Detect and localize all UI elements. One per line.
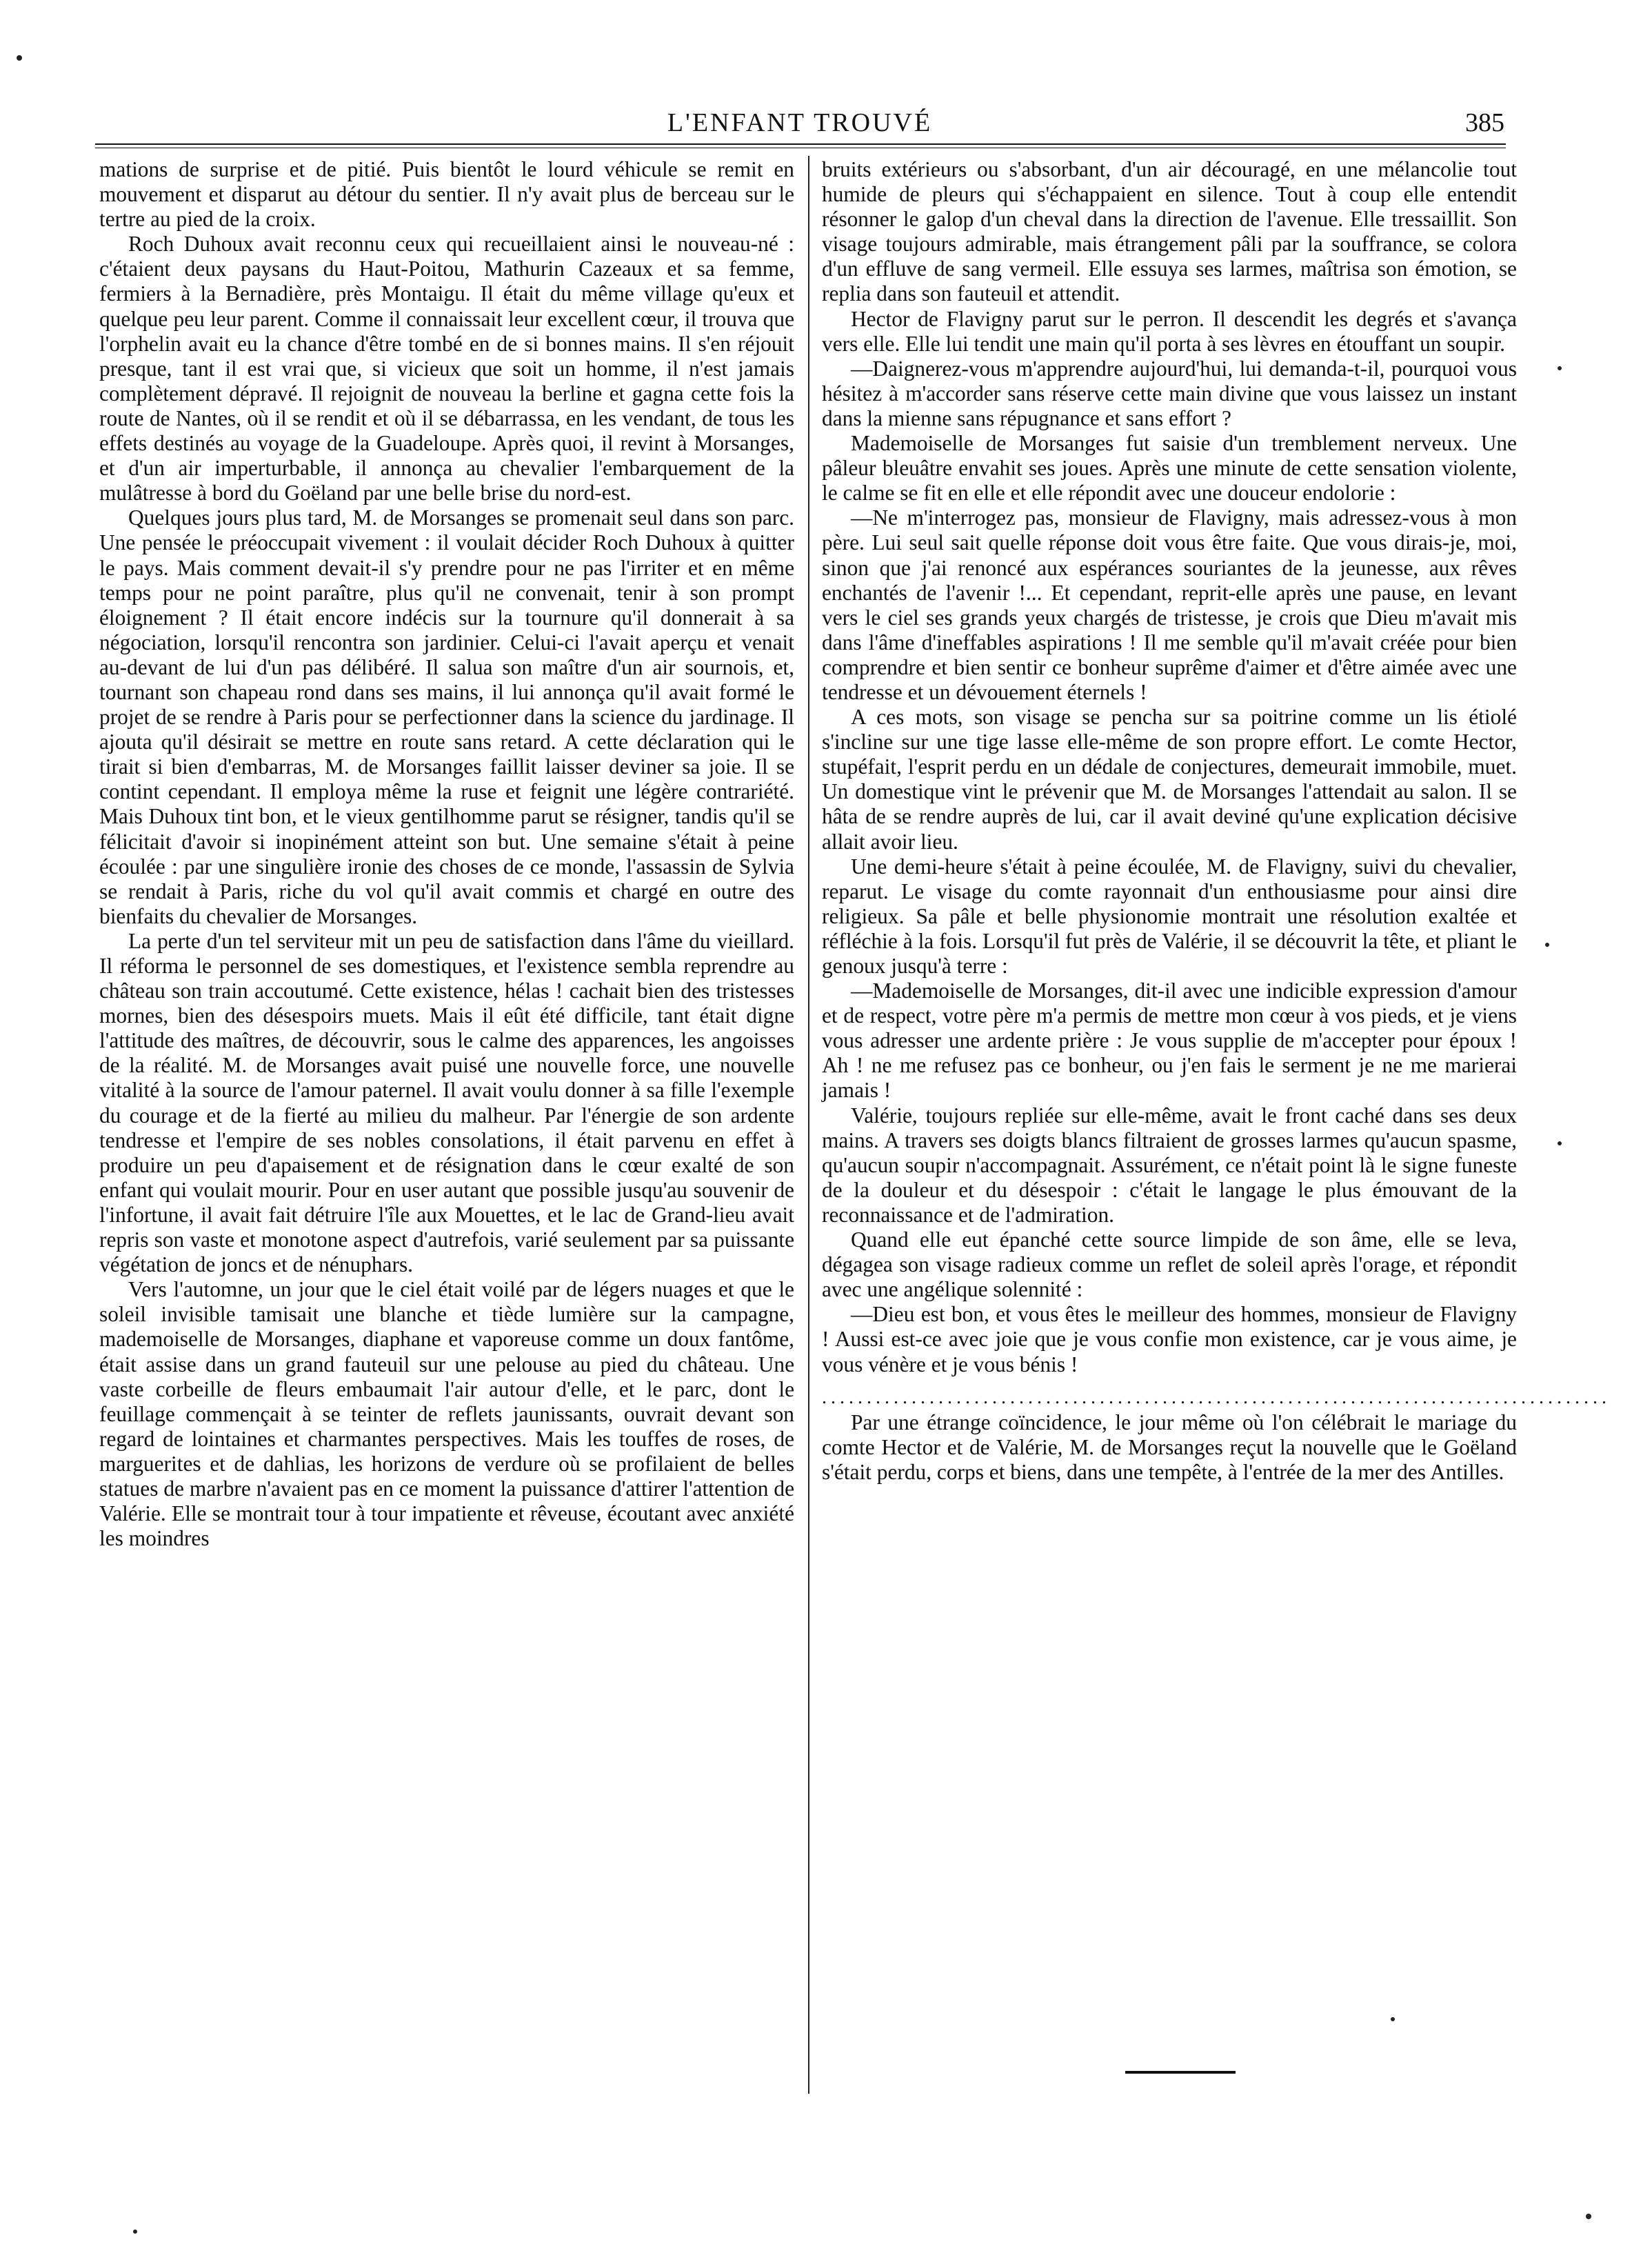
paragraph: Mademoiselle de Morsanges fut saisie d'un tremblement nerveux. Une pâleur bleuâtre envahit ses joues. Après une minute de cette sensation violente, le calme se fit en elle et elle répondit avec une douceur endolorie : [822,431,1517,505]
paragraph: Quelques jours plus tard, M. de Morsanges se promenait seul dans son parc. Une pensée le préoccupait vivement : il voulait décider Roch Duhoux à quitter le pays. Mais comment devait-il s'y prendre pour ne pas l'irriter et en même temps pour ne point paraître, plus qu'il ne convenait, tenir à son prompt éloignement ? Il était encore indécis sur la tournure qu'il donnerait à sa négociation, lorsqu'il rencontra son jardinier. Celui-ci l'avait aperçu et venait au-devant de lui d'un pas délibéré. Il salua son maître d'un air sournois, et, tournant son chapeau rond dans ses mains, il lui annonça qu'il avait formé le projet de se rendre à Paris pour se perfectionner dans la science du jardinage. Il ajouta qu'il désirait se mettre en route sans retard. A cette déclaration qui le tirait si bien d'embarras, M. de Morsanges faillit laisser deviner sa joie. Il se contint cependant. Il employa même la ruse et feignit une légère contrariété. Mais Duhoux tint bon, et le vieux gentilhomme parut se résigner, tandis qu'il se félicitait d'avoir si inopinément atteint son but. Une semaine s'était à peine écoulée : par une singulière ironie des choses de ce monde, l'assassin de Sylvia se rendait à Paris, riche du vol qu'il avait commis et chargé en outre des bienfaits du chevalier de Morsanges. [99,505,794,928]
paragraph: Une demi-heure s'était à peine écoulée, M. de Flavigny, suivi du chevalier, reparut. Le visage du comte rayonnait d'un enthousiasme pour ainsi dire religieux. Sa pâle et belle physionomie montrait une résolution exaltée et réfléchie à la fois. Lorsqu'il fut près de Valérie, il se découvrit la tête, et pliant le genoux jusqu'à terre : [822,854,1517,978]
paragraph: —Dieu est bon, et vous êtes le meilleur des hommes, monsieur de Flavigny ! Aussi est-ce avec joie que je vous confie mon existence, car je vous aime, je vous vénère et je vous bénis ! [822,1302,1517,1376]
paragraph: Vers l'automne, un jour que le ciel était voilé par de légers nuages et que le soleil invisible tamisait une blanche et tiède lumière sur la campagne, mademoiselle de Morsanges, diaphane et vaporeuse comme un doux fantôme, était assise dans un grand fauteuil sur une pelouse au pied du château. Une vaste corbeille de fleurs embaumait l'air autour d'elle, et le parc, dont le feuillage commençait à se teinter de reflets jaunissants, ouvrait devant son regard de lointaines et charmantes perspectives. Mais les touffes de roses, de marguerites et de dahlias, les horizons de verdure où se profilaient de belles statues de marbre n'avaient pas en ce moment la puissance d'attirer l'attention de Valérie. Elle se montrait tour à tour impatiente et rêveuse, écoutant avec anxiété les moindres [99,1277,794,1551]
end-rule [1125,2071,1236,2074]
paragraph: bruits extérieurs ou s'absorbant, d'un air découragé, en une mélancolie tout humide de pleurs qui s'échappaient en silence. Tout à coup elle entendit résonner le galop d'un cheval dans la direction de l'avenue. Elle tressaillit. Son visage toujours admirable, mais étrangement pâli par la souffrance, se colora d'un effluve de sang vermeil. Elle essuya ses larmes, maîtrisa son émotion, se replia dans son fauteuil et attendit. [822,157,1517,306]
paragraph: —Mademoiselle de Morsanges, dit-il avec une indicible expression d'amour et de respect, votre père m'a permis de mettre mon cœur à vos pieds, et je viens vous adresser une ardente prière : Je vous supplie de m'accepter pour époux ! Ah ! ne me refusez pas ce bonheur, ou j'en fais le serment je ne me marierai jamais ! [822,979,1517,1103]
page-number: 385 [1465,108,1504,137]
paragraph: A ces mots, son visage se pencha sur sa poitrine comme un lis étiolé s'incline sur une tige lasse elle-même de son propre effort. Le comte Hector, stupéfait, l'esprit perdu en un dédale de conjectures, demeurait immobile, muet. Un domestique vint le prévenir que M. de Morsanges l'attendait au salon. Il se hâta de se rendre auprès de lui, car il avait deviné qu'une explication décisive allait avoir lieu. [822,705,1517,854]
paragraph: Quand elle eut épanché cette source limpide de son âme, elle se leva, dégagea son visage radieux comme un reflet de soleil après l'orage, et répondit avec une angélique solennité : [822,1228,1517,1302]
header-rule [95,143,1506,148]
paragraph: —Daignerez-vous m'apprendre aujourd'hui, lui demanda-t-il, pourquoi vous hésitez à m'accorder sans réserve cette main divine que vous laissez un instant dans la mienne sans répugnance et sans effort ? [822,356,1517,430]
page-header [95,108,1504,142]
paragraph: La perte d'un tel serviteur mit un peu de satisfaction dans l'âme du vieillard. Il réforma le personnel de ses domestiques, et l'existence sembla reprendre au château son train accoutumé. Cette existence, hélas ! cachait bien des tristesses mornes, bien des désespoirs muets. Mais il eût été difficile, tant était digne l'attitude des maîtres, de découvrir, sous le calme des apparences, les angoisses de la réalité. M. de Morsanges avait puisé une nouvelle force, une nouvelle vitalité à la source de l'amour paternel. Il avait voulu donner à sa fille l'exemple du courage et de la fierté au milieu du malheur. Par l'énergie de son ardente tendresse et l'empire de ses nobles consolations, il était parvenu en effet à produire un peu d'apaisement et de résignation dans le cœur exalté de son enfant qui voulait mourir. Pour en user autant que possible jusqu'au souvenir de l'infortune, il avait fait détruire l'île aux Mouettes, et le lac de Grand-lieu avait repris son vaste et monotone aspect d'autrefois, varié seulement par sa puissante végétation de joncs et de nénuphars. [99,928,794,1277]
paragraph: —Ne m'interrogez pas, monsieur de Flavigny, mais adressez-vous à mon père. Lui seul sait quelle réponse doit vous être faite. Que vous dirais-je, moi, sinon que j'ai renoncé aux espérances souriantes de la jeunesse, aux rêves enchantés de l'avenir !... Et cependant, reprit-elle après une pause, en levant vers le ciel ses grands yeux chargés de tristesse, je crois que Dieu m'avait mis dans l'âme d'ineffables aspirations ! Il me semble qu'il m'avait créée pour bien comprendre et bien sentir ce bonheur suprême d'aimer et d'être aimée avec une tendresse et un dévouement éternels ! [822,505,1517,704]
closing-paragraph: Par une étrange coïncidence, le jour même où l'on célébrait le mariage du comte Hector et de Valérie, M. de Morsanges reçut la nouvelle que le Goëland s'était perdu, corps et biens, dans une tempête, à l'entrée de la mer des Antilles. [822,1410,1517,1484]
paragraph: Roch Duhoux avait reconnu ceux qui recueillaient ainsi le nouveau-né : c'étaient deux paysans du Haut-Poitou, Mathurin Cazeaux et sa femme, fermiers à la Bernadière, près Montaigu. Il était du même village qu'eux et quelque peu leur parent. Comme il connaissait leur excellent cœur, il trouva que l'orphelin avait eu la chance d'être tombé en de si bonnes mains. Il s'en réjouit presque, tant il est vrai que, si vicieux que soit un homme, il n'est jamais complètement dépravé. Il rejoignit de nouveau la berline et gagna cette fois la route de Nantes, où il se rendit et où il se débarrassa, en les vendant, de tous les effets destinés au voyage de la Guadeloupe. Après quoi, il revint à Morsanges, et d'un air imperturbable, il annonça au chevalier l'embarquement de la mulâtresse à bord du Goëland par une belle brise du nord-est. [99,232,794,505]
right-column [822,157,1611,1485]
paragraph: mations de surprise et de pitié. Puis bientôt le lourd véhicule se remit en mouvement et disparut au détour du sentier. Il n'y avait plus de berceau sur le tertre au pied de la croix. [99,157,794,232]
paragraph: Valérie, toujours repliée sur elle-même, avait le front caché dans ses deux mains. A travers ses doigts blancs filtraient de grosses larmes qu'aucun spasme, qu'aucun soupir n'accompagnait. Assurément, ce n'était point là le signe funeste de la douleur et du désespoir : c'était le langage le plus émouvant de la reconnaissance et de l'admiration. [822,1103,1517,1227]
paragraph: Hector de Flavigny parut sur le perron. Il descendit les degrés et s'avança vers elle. Elle lui tendit une main qu'il porta à ses lèvres en étouffant un soupir. [822,306,1517,356]
column-divider [808,156,809,2094]
left-column [99,157,794,1551]
running-title: L'ENFANT TROUVÉ [667,108,933,137]
section-break-dots: ........................................................................................ [822,1386,1611,1408]
